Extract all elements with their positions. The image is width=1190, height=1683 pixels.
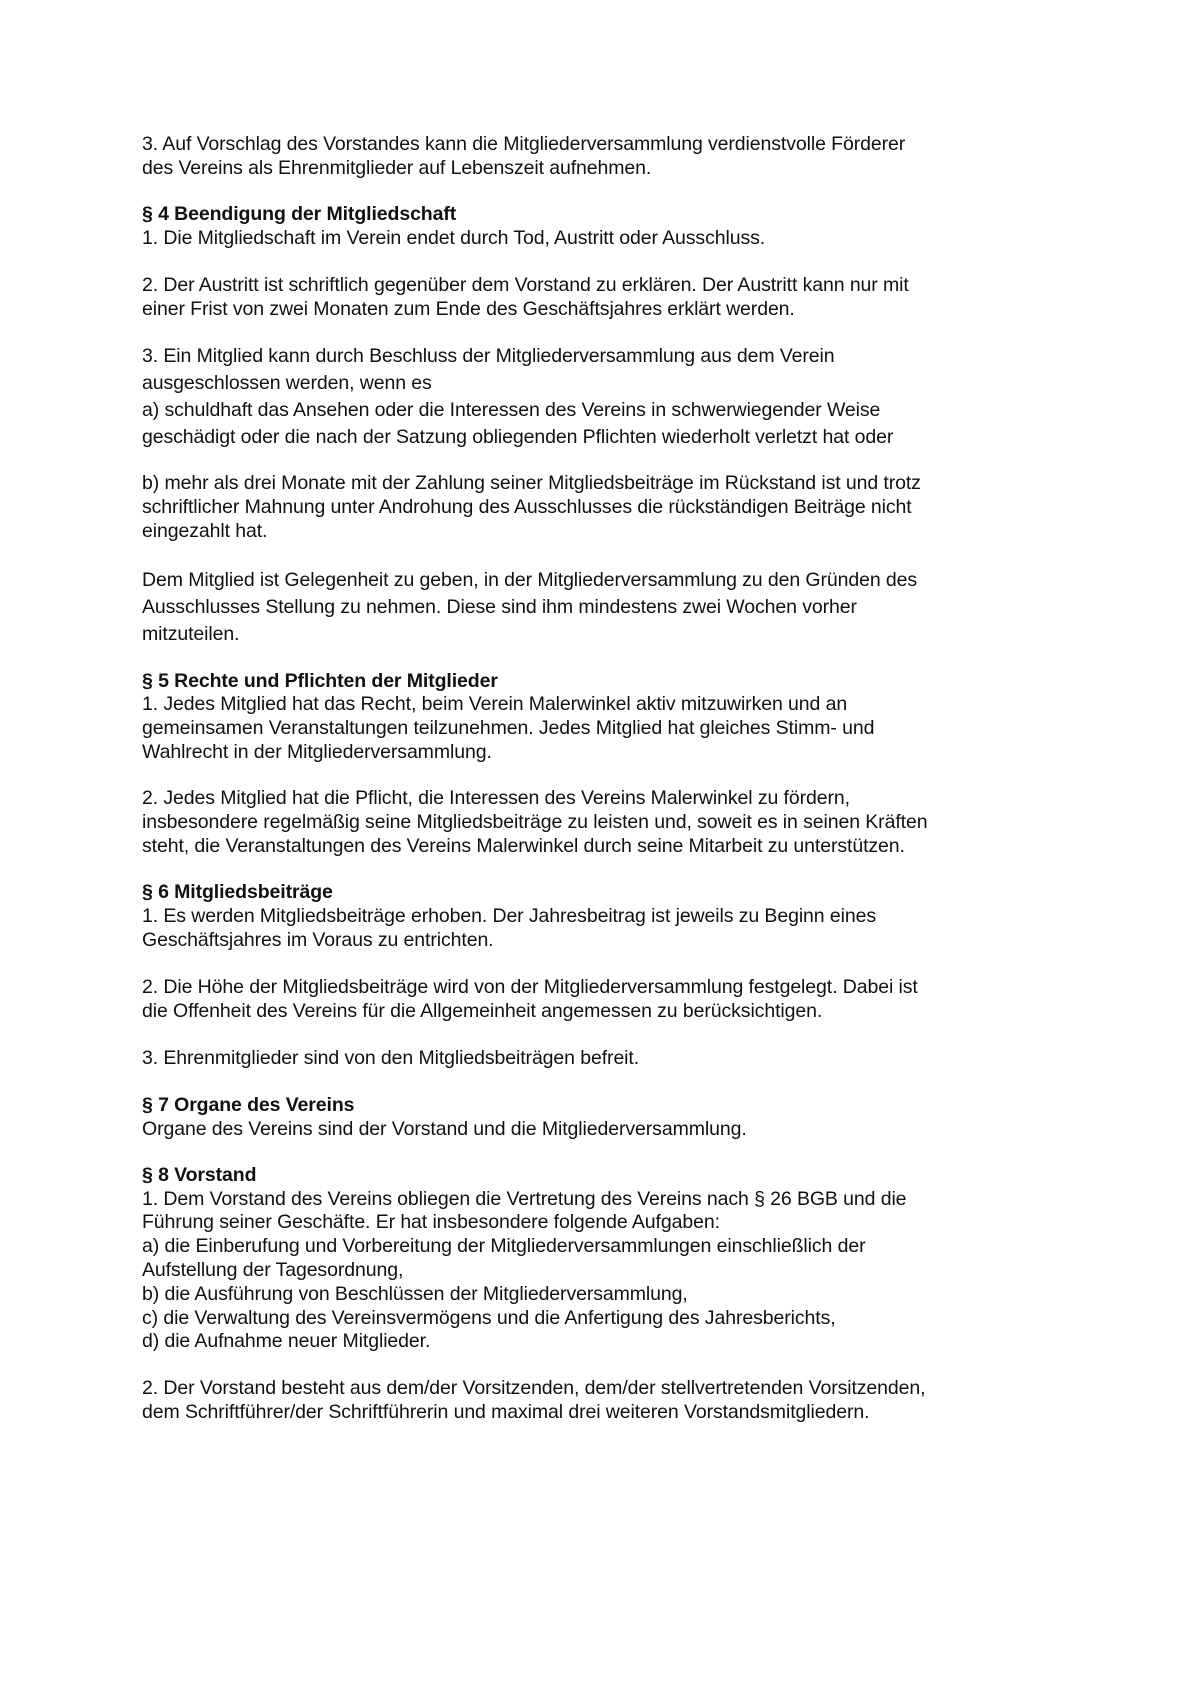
text-line: Ausschlusses Stellung zu nehmen. Diese sind ihm mindestens zwei Wochen vorher [142,596,857,618]
text-line: Wahlrecht in der Mitgliederversammlung. [142,741,492,763]
text-line: a) schuldhaft das Ansehen oder die Interessen des Vereins in schwerwiegender Weise [142,399,881,421]
text-line: 3. Ein Mitglied kann durch Beschluss der Mitgliederversammlung aus dem Verein [142,345,835,367]
text-line: mitzuteilen. [142,623,240,645]
text-line: 2. Der Austritt ist schriftlich gegenüber dem Vorstand zu erklären. Der Austritt kann nur mit [142,274,909,296]
text-line: gemeinsamen Veranstaltungen teilzunehmen. Jedes Mitglied hat gleiches Stimm- und [142,717,875,739]
text-line: geschädigt oder die nach der Satzung obliegenden Pflichten wiederholt verletzt hat oder [142,426,894,448]
text-line: 2. Der Vorstand besteht aus dem/der Vorsitzenden, dem/der stellvertretenden Vorsitzenden, [142,1377,926,1399]
section-heading-8: § 8 Vorstand [142,1164,257,1186]
text-line: Dem Mitglied ist Gelegenheit zu geben, in der Mitgliederversammlung zu den Gründen des [142,569,918,591]
section-heading-7: § 7 Organe des Vereins [142,1094,355,1116]
text-line: 1. Dem Vorstand des Vereins obliegen die Vertretung des Vereins nach § 26 BGB und die [142,1188,907,1210]
text-line: dem Schriftführer/der Schriftführerin und maximal drei weiteren Vorstandsmitgliedern. [142,1401,870,1423]
text-line: des Vereins als Ehrenmitglieder auf Lebenszeit aufnehmen. [142,157,652,179]
text-line: 3. Ehrenmitglieder sind von den Mitgliedsbeiträgen befreit. [142,1047,640,1069]
section-heading-4: § 4 Beendigung der Mitgliedschaft [142,203,457,225]
text-line: schriftlicher Mahnung unter Androhung des Ausschlusses die rückständigen Beiträge nicht [142,496,912,518]
text-line: c) die Verwaltung des Vereinsvermögens und die Anfertigung des Jahresberichts, [142,1307,836,1329]
text-line: 2. Die Höhe der Mitgliedsbeiträge wird von der Mitgliederversammlung festgelegt. Dabei ist [142,976,918,998]
text-line: eingezahlt hat. [142,520,268,542]
text-line: 3. Auf Vorschlag des Vorstandes kann die Mitgliederversammlung verdienstvolle Förderer [142,133,906,155]
text-line: 1. Jedes Mitglied hat das Recht, beim Verein Malerwinkel aktiv mitzuwirken und an [142,693,848,715]
text-line: einer Frist von zwei Monaten zum Ende des Geschäftsjahres erklärt werden. [142,298,795,320]
text-line: d) die Aufnahme neuer Mitglieder. [142,1330,431,1352]
text-line: Führung seiner Geschäfte. Er hat insbesondere folgende Aufgaben: [142,1211,720,1233]
text-line: 1. Die Mitgliedschaft im Verein endet durch Tod, Austritt oder Ausschluss. [142,227,766,249]
text-line: insbesondere regelmäßig seine Mitgliedsbeiträge zu leisten und, soweit es in seinen Kräften [142,811,928,833]
text-line: die Offenheit des Vereins für die Allgemeinheit angemessen zu berücksichtigen. [142,1000,823,1022]
text-line: Organe des Vereins sind der Vorstand und die Mitgliederversammlung. [142,1118,747,1140]
text-line: 2. Jedes Mitglied hat die Pflicht, die Interessen des Vereins Malerwinkel zu fördern, [142,787,850,809]
text-line: b) mehr als drei Monate mit der Zahlung seiner Mitgliedsbeiträge im Rückstand ist und trotz [142,472,921,494]
text-line: Aufstellung der Tagesordnung, [142,1259,404,1281]
text-line: ausgeschlossen werden, wenn es [142,372,432,394]
section-heading-5: § 5 Rechte und Pflichten der Mitglieder [142,670,498,692]
text-line: a) die Einberufung und Vorbereitung der Mitgliederversammlungen einschließlich der [142,1235,866,1257]
text-line: b) die Ausführung von Beschlüssen der Mitgliederversammlung, [142,1283,688,1305]
text-line: steht, die Veranstaltungen des Vereins Malerwinkel durch seine Mitarbeit zu unterstützen. [142,835,905,857]
text-line: 1. Es werden Mitgliedsbeiträge erhoben. Der Jahresbeitrag ist jeweils zu Beginn eines [142,905,876,927]
section-heading-6: § 6 Mitgliedsbeiträge [142,881,333,903]
text-line: Geschäftsjahres im Voraus zu entrichten. [142,929,494,951]
